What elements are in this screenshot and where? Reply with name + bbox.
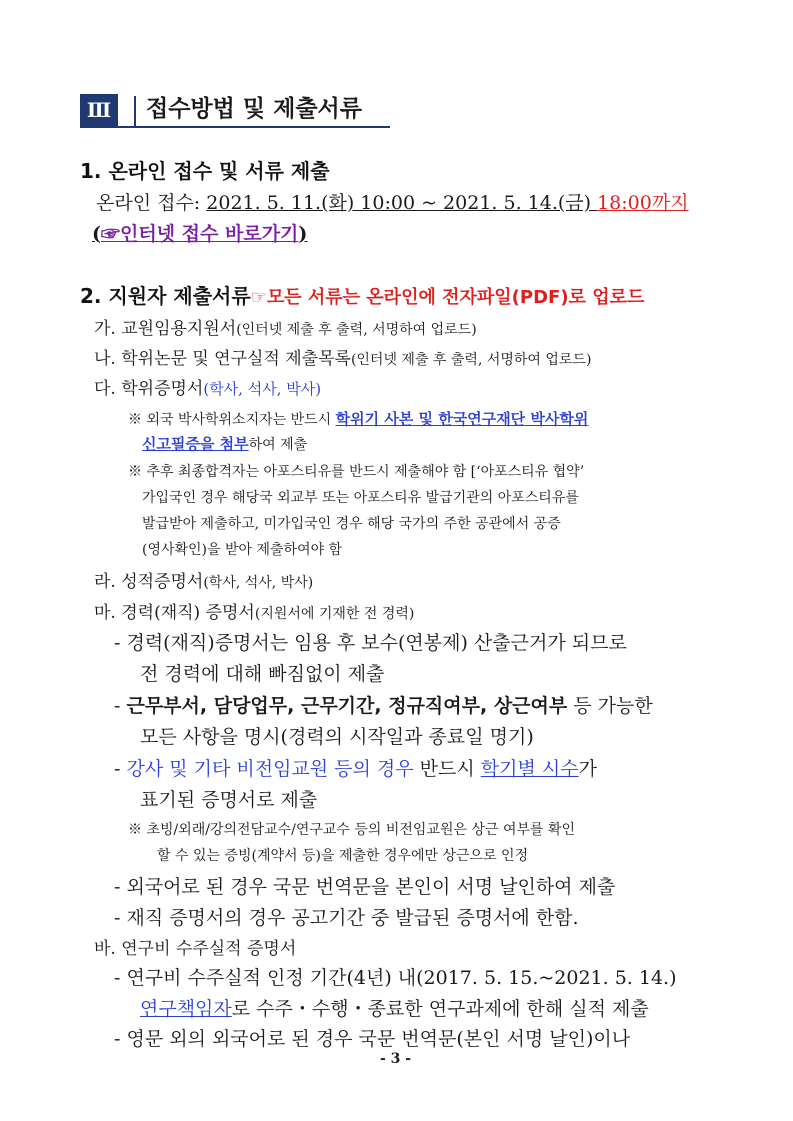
apostille-note-line-2: 가입국인 경우 해당국 외교부 또는 아포스티유 발급기관의 아포스티유를	[142, 490, 579, 506]
career-item-2-dash: -	[114, 695, 127, 717]
item-ra-note: (학사, 석사, 박사)	[203, 575, 314, 591]
research-item-1-line-2	[140, 994, 649, 1021]
item-da-note: (학사, 석사, 박사)	[203, 380, 322, 398]
career-item-3-blue: 강사 및 기타 비전임교원 등의 경우	[126, 758, 414, 780]
page-number: - 3 -	[380, 1051, 412, 1067]
internet-submission-link-line	[92, 219, 307, 246]
career-item-3-line-1	[114, 754, 597, 781]
career-item-2-emphasis: 근무부서, 담당업무, 근무기간, 정규직여부, 상근여부	[126, 695, 568, 717]
upload-note: ☞모든 서류는 온라인에 전자파일(PDF)로 업로드	[250, 287, 645, 308]
link-paren-close: )	[298, 223, 308, 245]
item-ma-label: 마. 경력(재직) 증명서	[94, 603, 255, 623]
item-ra-label: 라. 성적증명서	[94, 572, 204, 592]
degree-note-emphasis-2: 신고필증을 첨부	[142, 435, 249, 453]
apostille-note-line-3: 발급받아 제출하고, 미가입국인 경우 해당 국가의 주한 공관에서 공증	[142, 516, 561, 532]
item-na-note: (인터넷 제출 후 출력, 서명하여 업로드)	[350, 352, 592, 368]
career-item-1-line-1: - 경력(재직)증명서는 임용 후 보수(연봉제) 산출근거가 되므로	[114, 632, 627, 654]
link-paren-open: (	[92, 223, 101, 245]
career-item-2-suffix: 등 가능한	[567, 695, 653, 717]
degree-note-emphasis-1: 학위기 사본 및 한국연구재단 박사학위	[335, 410, 589, 428]
item-ga	[94, 314, 477, 339]
career-item-2-line-2: 모든 사항을 명시(경력의 시작일과 종료일 명기)	[140, 726, 534, 748]
degree-note-foreign-cont	[142, 433, 307, 454]
apostille-note-line-4: (영사확인)을 받아 제출하여야 함	[142, 542, 343, 558]
apostille-note-line-1: ※ 추후 최종합격자는 아포스티유를 반드시 제출해야 함 [‘아포스티유 협약’	[128, 464, 585, 480]
item-ga-label: 가. 교원임용지원서	[94, 319, 237, 339]
heading-online-submission: 1. 온라인 접수 및 서류 제출	[80, 159, 330, 183]
item-na-label: 나. 학위논문 및 연구실적 제출목록	[94, 349, 351, 369]
research-principal-investigator: 연구책임자	[140, 998, 232, 1020]
item-da	[94, 374, 321, 399]
item-ma	[94, 598, 414, 623]
research-item-1-suffix: 로 수주・수행・종료한 연구과제에 한해 실적 제출	[231, 998, 649, 1020]
career-item-3-line-2: 표기된 증명서로 제출	[140, 789, 318, 811]
career-item-1-line-2: 전 경력에 대해 빠짐없이 제출	[140, 663, 385, 685]
career-item-4: - 외국어로 된 경우 국문 번역문을 본인이 서명 날인하여 제출	[114, 876, 616, 898]
part-time-note-line-1: ※ 초빙/외래/강의전담교수/연구교수 등의 비전임교원은 상근 여부를 확인	[128, 822, 576, 838]
career-item-5: - 재직 증명서의 경우 공고기간 중 발급된 증명서에 한함.	[114, 907, 579, 929]
career-item-2-line-1	[114, 691, 653, 718]
item-ra	[94, 567, 313, 592]
submission-deadline: 18:00까지	[597, 192, 689, 214]
item-da-label: 다. 학위증명서	[94, 379, 204, 399]
section-title: 접수방법 및 제출서류	[146, 96, 362, 122]
submission-period-line	[96, 188, 689, 215]
career-item-3-mid: 반드시	[413, 758, 481, 780]
item-ga-note: (인터넷 제출 후 출력, 서명하여 업로드)	[236, 322, 477, 338]
internet-submission-link[interactable]: ☞인터넷 접수 바로가기	[101, 223, 299, 245]
section-number: Ⅲ	[80, 94, 118, 126]
degree-note-foreign	[128, 408, 588, 429]
career-item-3-dash: -	[114, 758, 127, 780]
career-item-3-blue-underlined: 학기별 시수	[480, 758, 579, 780]
heading-applicant-documents-line	[80, 280, 644, 309]
heading-applicant-documents: 2. 지원자 제출서류	[80, 284, 251, 308]
research-item-2-line-1: - 영문 외의 외국어로 된 경우 국문 번역문(본인 서명 날인)이나	[114, 1028, 631, 1050]
degree-note-suffix: 하여 제출	[248, 437, 308, 453]
part-time-note-line-2: 할 수 있는 증빙(계약서 등)을 제출한 경우에만 상근으로 인정	[157, 848, 529, 864]
degree-note-prefix: ※ 외국 박사학위소지자는 반드시	[128, 412, 336, 428]
submission-label: 온라인 접수:	[96, 192, 207, 214]
section-underline	[80, 126, 390, 128]
research-item-1-line-1: - 연구비 수주실적 인정 기간(4년) 내(2017. 5. 15.~2021. 5. 14.)	[114, 967, 677, 989]
submission-period: 2021. 5. 11.(화) 10:00 ~ 2021. 5. 14.(금)	[206, 192, 598, 214]
career-item-3-suffix: 가	[578, 758, 597, 780]
item-ba: 바. 연구비 수주실적 증명서	[94, 939, 297, 959]
item-na	[94, 344, 591, 369]
item-ma-note: (지원서에 기재한 전 경력)	[254, 606, 415, 622]
